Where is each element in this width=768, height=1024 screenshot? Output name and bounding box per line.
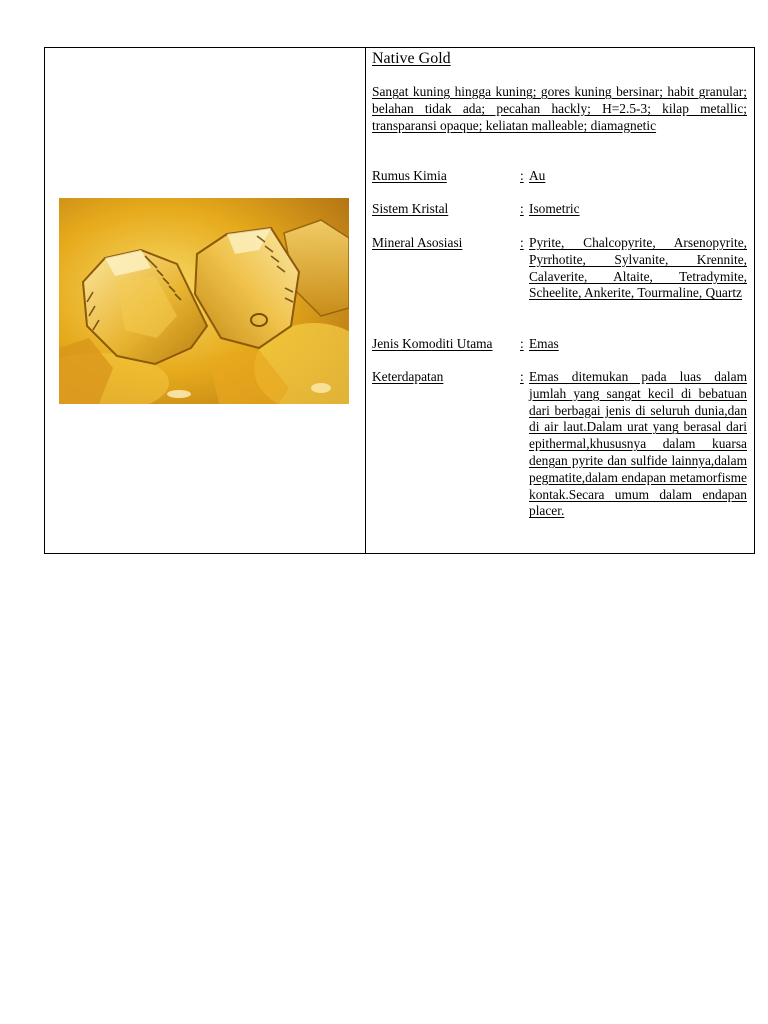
mineral-table bbox=[44, 47, 755, 554]
column-divider bbox=[365, 48, 366, 553]
field-label: Keterdapatan bbox=[372, 369, 444, 384]
field-label: Rumus Kimia bbox=[372, 168, 447, 183]
description-cell bbox=[372, 48, 747, 553]
field-value: Isometric bbox=[529, 201, 580, 216]
mineral-name: Native Gold bbox=[372, 50, 451, 67]
field-label: Jenis Komoditi Utama bbox=[372, 336, 493, 351]
mineral-description: Sangat kuning hingga kuning; gores kuning bersinar; habit granular; belahan tidak ada; pecahan hackly; H=2.5-3; kilap metallic; transparansi opaque; keliatan malleable; diamagnetic bbox=[372, 84, 747, 133]
field-label: Sistem Kristal bbox=[372, 201, 449, 216]
field-colon: : bbox=[520, 168, 524, 183]
field-label: Mineral Asosiasi bbox=[372, 235, 463, 250]
field-value: Emas ditemukan pada luas dalam jumlah yang sangat kecil di bebatuan dari berbagai jenis di seluruh dunia,dan di air laut.Dalam urat yang berasal dari epithermal,khususnya dalam kuarsa dengan pyrite dan sulfide lainnya,dalam pegmatite,dalam endapan metamorfisme kontak.Secara umum dalam endapan placer. bbox=[529, 369, 747, 519]
field-value: Pyrite, Chalcopyrite, Arsenopyrite, Pyrrhotite, Sylvanite, Krennite, Calaverite, Altaite, Tetradymite, Scheelite, Ankerite, Tourmaline, Quartz bbox=[529, 235, 747, 301]
native-gold-photo bbox=[59, 198, 349, 404]
field-colon: : bbox=[520, 369, 524, 384]
field-value: Au bbox=[529, 168, 546, 183]
photo-cell bbox=[45, 48, 365, 553]
field-colon: : bbox=[520, 201, 524, 216]
field-value: Emas bbox=[529, 336, 559, 351]
field-colon: : bbox=[520, 336, 524, 351]
field-colon: : bbox=[520, 235, 524, 250]
